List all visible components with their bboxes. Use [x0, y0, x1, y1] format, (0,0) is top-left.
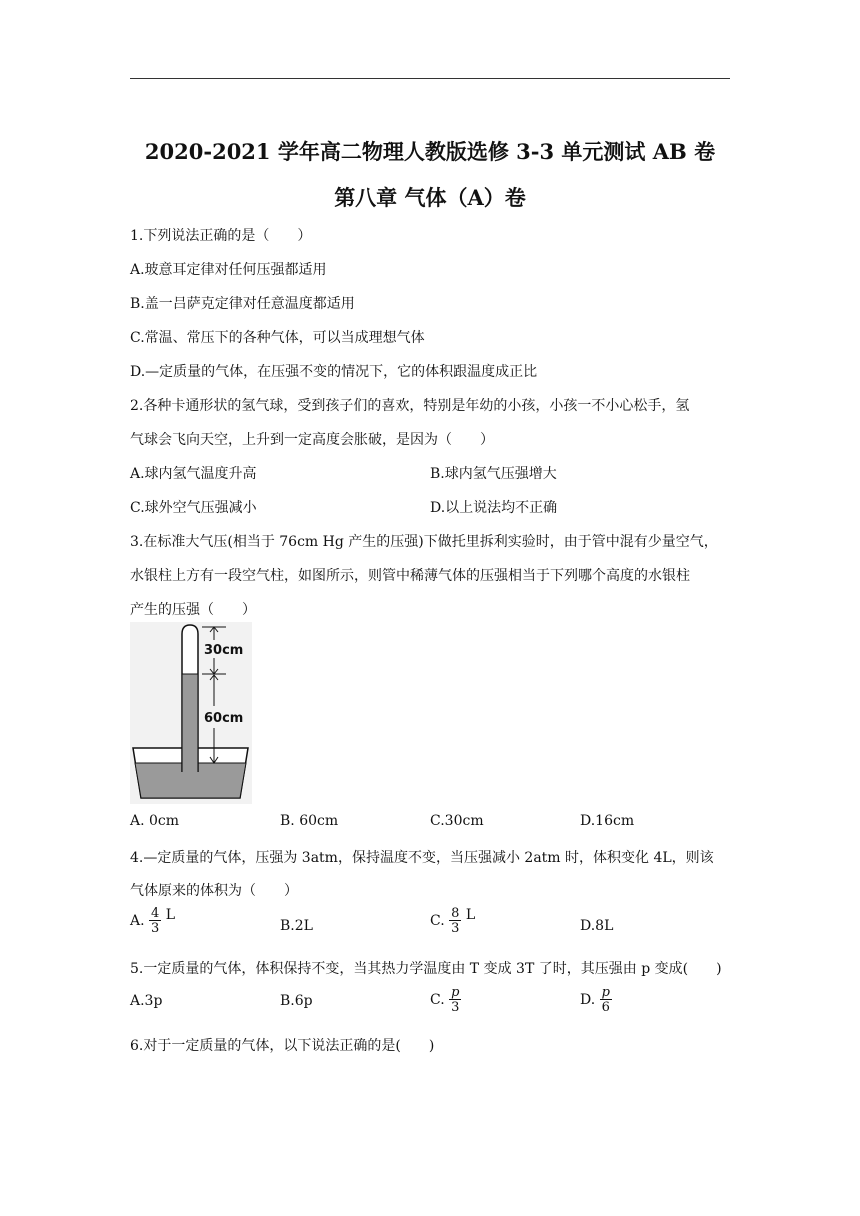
q3-option-a: A. 0cm	[130, 813, 180, 829]
q2-option-b: B.球内氢气压强增大	[430, 466, 557, 482]
q5-option-c: C. $\frac{p}{3}$	[430, 985, 460, 1015]
q3-stem-line1: 3.在标准大气压(相当于 76cm Hg 产生的压强)下做托里拆利实验时，由于管中混有少量空气，	[130, 534, 718, 550]
q4-option-b: B.2L	[280, 918, 313, 934]
q4-stem-line1: 4.—定质量的气体，压强为 3atm，保持温度不变，当压强减小 2atm 时，体积变化 4L，则该	[130, 850, 714, 866]
q5-option-b: B.6p	[280, 993, 313, 1009]
q2-stem-line2: 气球会飞向天空，上升到一定高度会胀破，是因为（ ）	[130, 432, 494, 448]
q2-option-a: A.球内氢气温度升高	[130, 466, 257, 482]
chapter-title: 第八章 气体（A）卷	[334, 185, 526, 210]
header-rule	[130, 78, 730, 79]
q3-stem-line3: 产生的压强（ ）	[130, 602, 256, 618]
q2-option-c: C.球外空气压强减小	[130, 500, 257, 516]
label-30cm: 30cm	[204, 643, 244, 658]
torricelli-figure	[130, 622, 252, 804]
q1-option-c: C.常温、常压下的各种气体，可以当成理想气体	[130, 330, 425, 346]
q6-stem: 6.对于一定质量的气体，以下说法正确的是( )	[130, 1038, 435, 1054]
q5-stem: 5.一定质量的气体，体积保持不变，当其热力学温度由 T 变成 3T 了时，其压强由 p 变成( )	[130, 961, 722, 977]
label-60cm: 60cm	[204, 711, 244, 726]
mercury-column	[183, 674, 197, 772]
q2-option-d: D.以上说法均不正确	[430, 500, 558, 516]
q3-stem-line2: 水银柱上方有一段空气柱，如图所示，则管中稀薄气体的压强相当于下列哪个高度的水银柱	[130, 568, 690, 584]
q4-option-d: D.8L	[580, 918, 614, 934]
document-title: 2020-2021 学年高二物理人教版选修 3-3 单元测试 AB 卷	[144, 139, 716, 164]
q4-stem-line2: 气体原来的体积为（ ）	[130, 883, 298, 899]
q3-option-b: B. 60cm	[280, 813, 339, 829]
q1-option-d: D.—定质量的气体，在压强不变的情况下，它的体积跟温度成正比	[130, 364, 538, 380]
q3-option-c: C.30cm	[430, 813, 484, 829]
q4-option-a: A. $\frac{4}{3}$ L	[130, 906, 176, 936]
q1-option-a: A.玻意耳定律对任何压强都适用	[130, 262, 327, 278]
q5-option-d: D. $\frac{p}{6}$	[580, 985, 610, 1015]
q1-stem: 1.下列说法正确的是（ ）	[130, 228, 312, 244]
q3-option-d: D.16cm	[580, 813, 635, 829]
q5-option-a: A.3p	[130, 993, 163, 1009]
q1-option-b: B.盖一吕萨克定律对任意温度都适用	[130, 296, 355, 312]
q2-stem-line1: 2.各种卡通形状的氢气球，受到孩子们的喜欢，特别是年幼的小孩，小孩一不小心松手，氢	[130, 398, 690, 414]
q4-option-c: C. $\frac{8}{3}$ L	[430, 906, 476, 936]
